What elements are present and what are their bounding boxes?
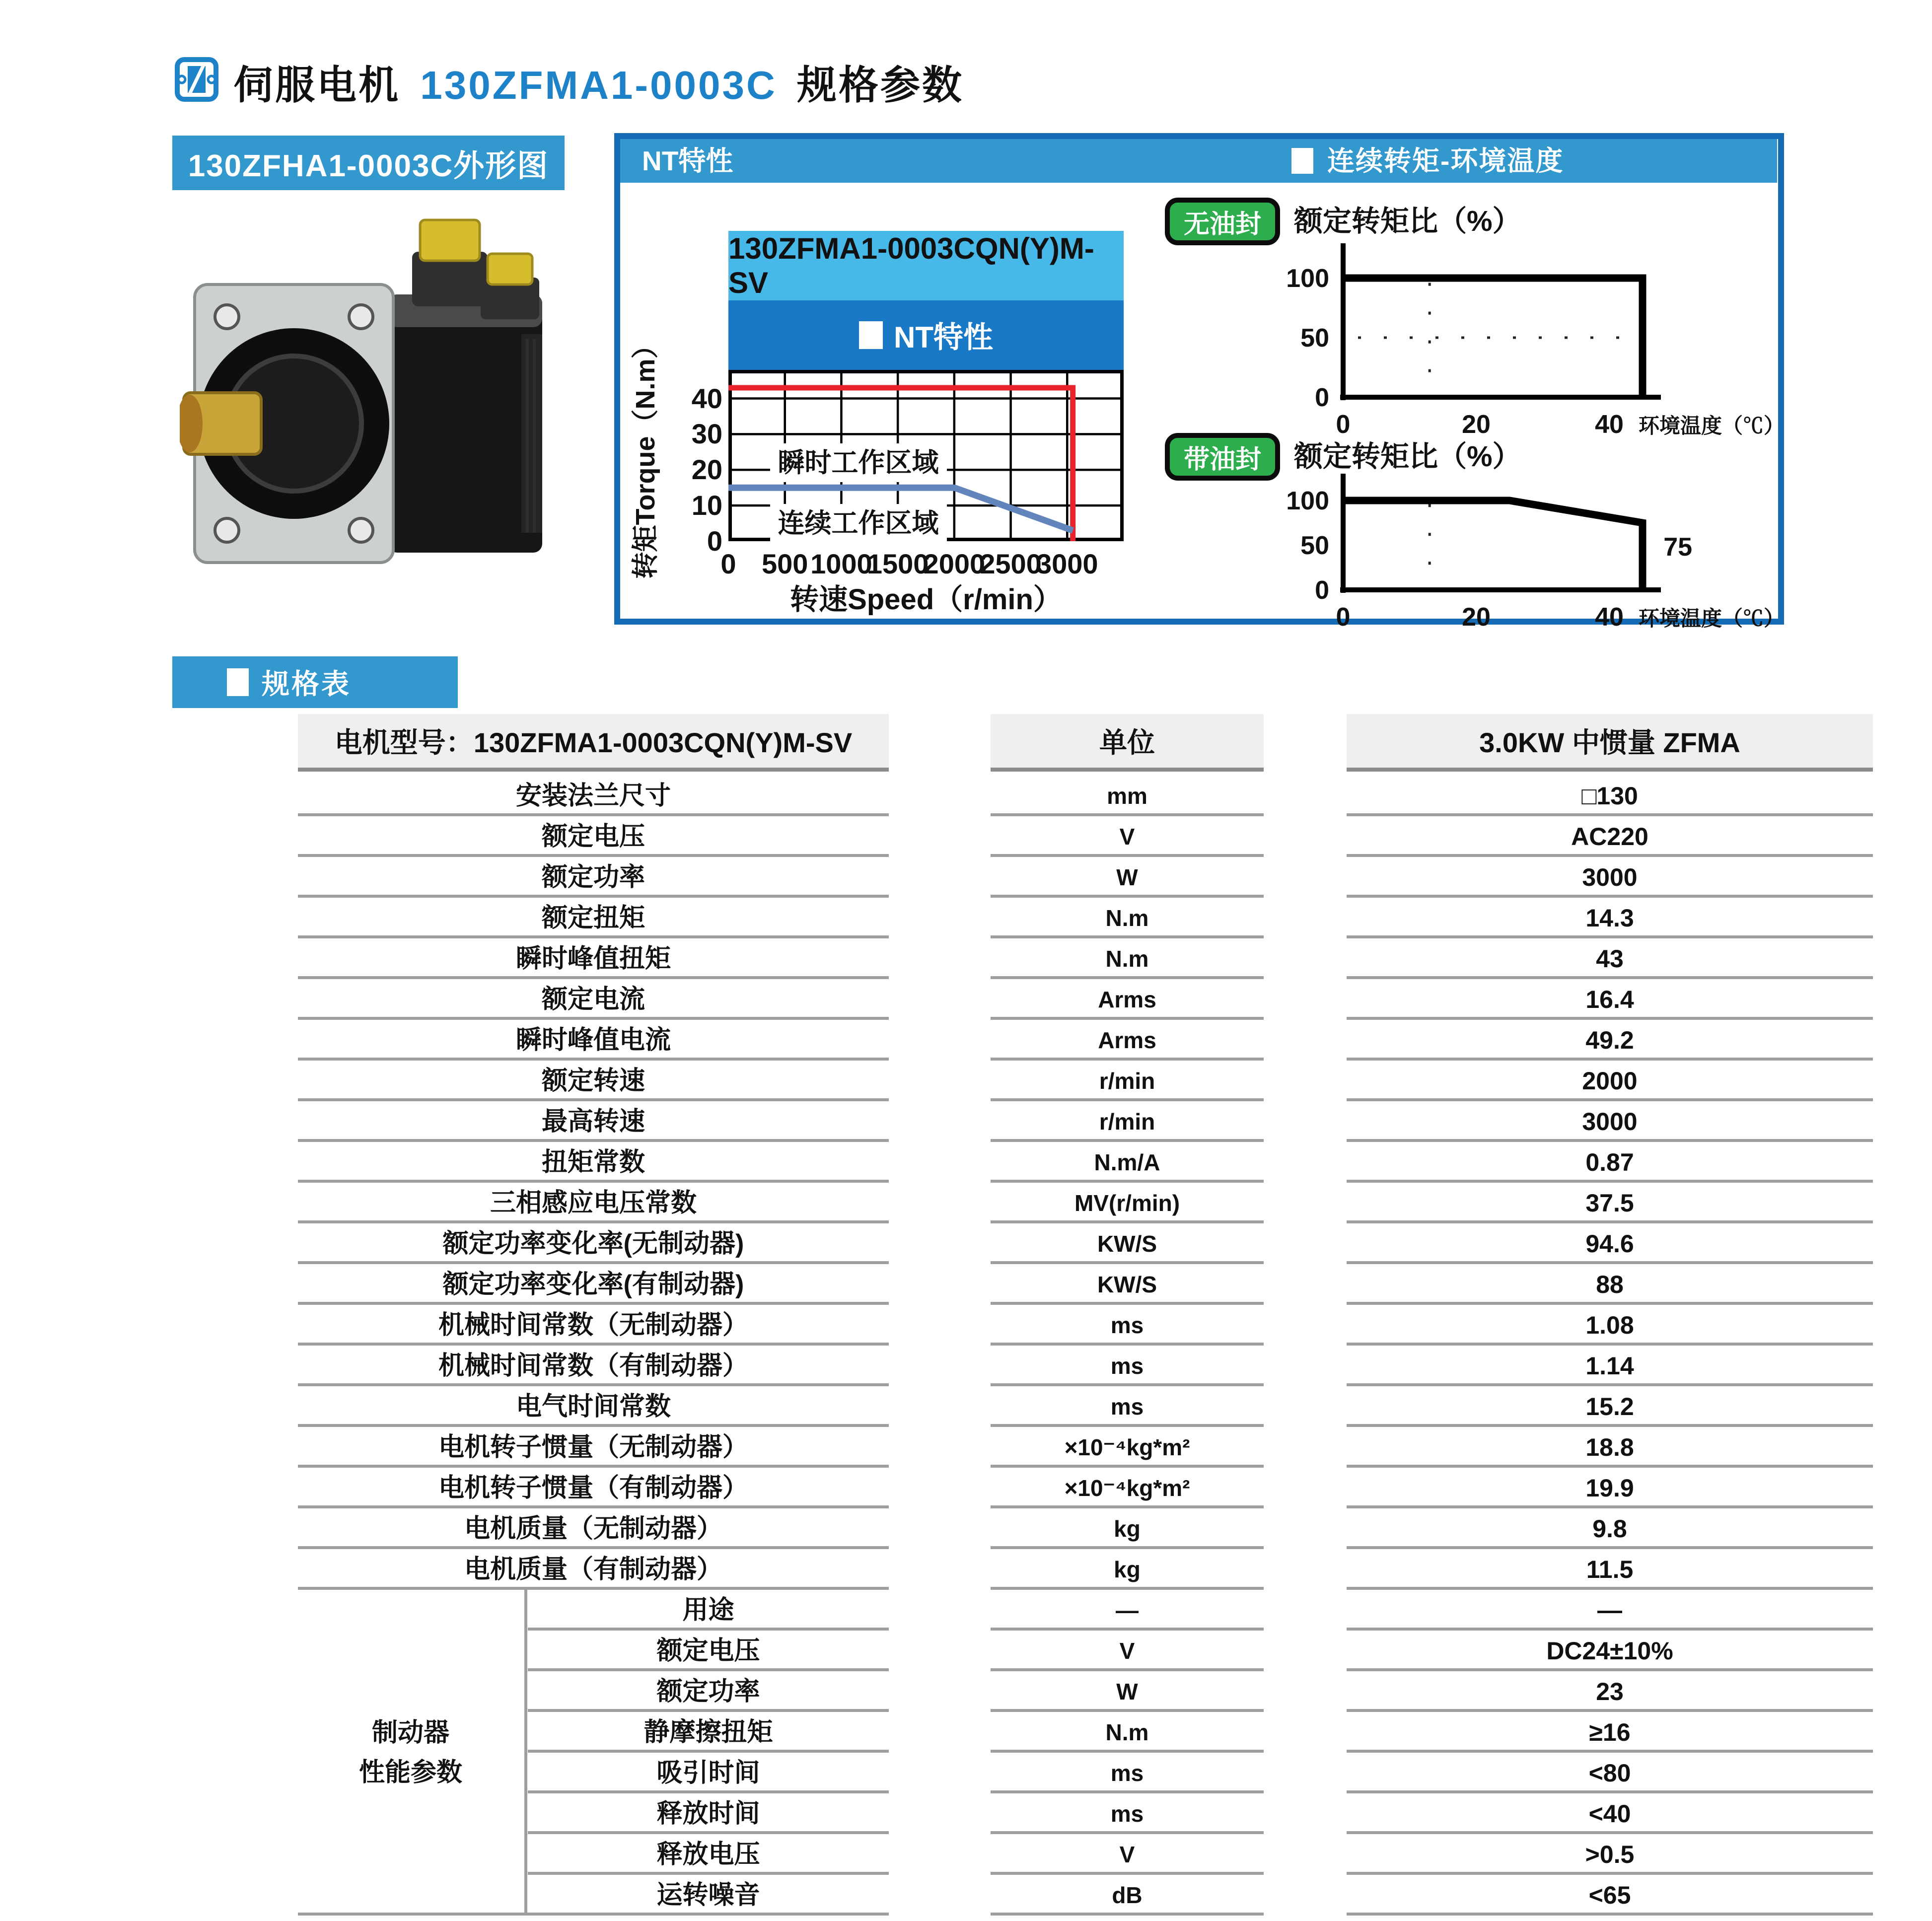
svg-text:0: 0 <box>1315 383 1329 412</box>
nt-region-label: 瞬时工作区域 <box>770 443 947 482</box>
spec-row-unit: ×10⁻⁴kg*m² <box>1064 1434 1190 1460</box>
spec-row-unit: r/min <box>1099 1109 1155 1135</box>
spec-row-unit: N.m <box>1105 905 1149 931</box>
spec-row-value: 16.4 <box>1585 986 1634 1013</box>
servo-motor-photo <box>180 210 562 617</box>
spec-row-unit: W <box>1116 864 1138 890</box>
spec-row-value: 2000 <box>1582 1067 1638 1095</box>
spec-row-value: 0.87 <box>1585 1148 1634 1176</box>
table-header-spec: 3.0KW 中惯量 ZFMA <box>1347 714 1873 772</box>
spec-row-unit: ms <box>1110 1760 1144 1786</box>
spec-row-label: 安装法兰尺寸 <box>515 782 671 810</box>
spec-row-value: <80 <box>1588 1759 1631 1787</box>
page-title-prefix: 伺服电机 <box>233 63 400 107</box>
spec-row-unit: dB <box>1112 1882 1143 1908</box>
spec-row-value: 14.3 <box>1585 904 1634 932</box>
spec-row-unit: mm <box>1107 783 1147 809</box>
svg-text:环境温度（℃）: 环境温度（℃） <box>1639 607 1785 630</box>
spec-row-label: 额定功率变化率(无制动器) <box>442 1229 744 1258</box>
spec-row-label: 吸引时间 <box>656 1759 760 1787</box>
spec-row-value: 11.5 <box>1586 1556 1634 1583</box>
spec-row-unit: ms <box>1110 1801 1144 1827</box>
spec-row-label: 扭矩常数 <box>541 1148 645 1177</box>
with-oil-seal-badge: 带油封 <box>1165 433 1280 481</box>
with-oil-seal-chart <box>1286 469 1785 632</box>
spec-row-unit: V <box>1119 824 1135 850</box>
svg-text:0: 0 <box>1336 410 1351 439</box>
spec-row-unit: V <box>1119 1638 1135 1664</box>
spec-row-value: 37.5 <box>1585 1189 1634 1217</box>
spec-row-value: 15.2 <box>1585 1393 1634 1421</box>
white-square-icon <box>1291 148 1313 174</box>
spec-row-label: 瞬时峰值电流 <box>515 1026 671 1055</box>
nt-x-tick: 3000 <box>1036 548 1098 579</box>
nt-y-tick: 40 <box>691 382 722 414</box>
spec-row-label: 额定功率 <box>656 1677 760 1706</box>
spec-row-label: 额定扭矩 <box>541 904 645 932</box>
torque-temp-section-label: 连续转矩-环境温度 <box>1327 145 1564 176</box>
spec-row-label: 电机转子惯量（无制动器） <box>438 1433 748 1462</box>
page-title <box>233 56 964 115</box>
page-title-model: 130ZFMA1-0003C <box>420 63 777 107</box>
svg-text:100: 100 <box>1286 264 1329 293</box>
spec-row-value: 3000 <box>1582 863 1638 891</box>
spec-row-unit: ×10⁻⁴kg*m² <box>1064 1475 1190 1501</box>
spec-table-badge-text: 规格表 <box>262 668 351 700</box>
spec-row-label: 瞬时峰值扭矩 <box>515 944 671 973</box>
spec-row-value: 1.14 <box>1585 1352 1634 1380</box>
spec-row-label: 电机质量（有制动器） <box>464 1555 722 1584</box>
spec-row-value: 9.8 <box>1592 1515 1627 1543</box>
spec-row-label: 静摩擦扭矩 <box>644 1718 773 1747</box>
spec-row-value: DC24±10% <box>1546 1637 1673 1665</box>
spec-row-value: 23 <box>1596 1678 1624 1706</box>
spec-row-value: 18.8 <box>1585 1433 1634 1461</box>
spec-row-unit: ms <box>1110 1353 1144 1379</box>
table-header-model: 电机型号：130ZFMA1-0003CQN(Y)M-SV <box>298 714 889 772</box>
spec-row-value: □130 <box>1581 782 1638 810</box>
nt-y-tick: 30 <box>691 418 722 450</box>
nt-region-label: 连续工作区域 <box>770 504 947 543</box>
spec-row-label: 用途 <box>682 1596 734 1625</box>
spec-row-value: 43 <box>1596 945 1624 973</box>
brake-group-label: 制动器 性能参数 <box>358 1718 462 1787</box>
spec-row-value: <65 <box>1588 1881 1631 1909</box>
spec-row-label: 电机转子惯量（有制动器） <box>438 1474 748 1502</box>
spec-row-unit: N.m <box>1105 946 1149 972</box>
spec-row-value: ≥16 <box>1589 1718 1631 1746</box>
spec-row-unit: N.m <box>1105 1719 1149 1745</box>
spec-row-unit: r/min <box>1099 1068 1155 1094</box>
spec-row-value: — <box>1597 1596 1622 1624</box>
page-title-suffix: 规格参数 <box>796 63 964 107</box>
svg-text:40: 40 <box>1595 410 1624 439</box>
spec-row-label: 额定电压 <box>541 822 645 851</box>
nt-x-tick: 0 <box>720 548 736 579</box>
spec-row-value: 49.2 <box>1585 1026 1634 1054</box>
spec-row-label: 额定转速 <box>541 1067 645 1095</box>
spec-row-label: 释放时间 <box>656 1799 760 1828</box>
spec-row-value: <40 <box>1588 1800 1631 1828</box>
motor-photo-area <box>172 190 565 623</box>
nt-x-tick: 2500 <box>980 548 1042 579</box>
spec-row-unit: ms <box>1110 1312 1144 1338</box>
spec-row-unit: ms <box>1110 1394 1144 1420</box>
spec-row-unit: V <box>1119 1842 1135 1867</box>
svg-text:环境温度（℃）: 环境温度（℃） <box>1639 414 1785 437</box>
nt-chart-subtitle <box>728 300 1124 370</box>
spec-row-label: 运转噪音 <box>656 1881 760 1910</box>
spec-row-value: 19.9 <box>1585 1474 1634 1502</box>
white-square-icon <box>227 668 249 696</box>
table-header-unit: 单位 <box>991 714 1264 772</box>
nt-x-axis-title: 转速Speed（r/min） <box>790 583 1062 616</box>
nt-chart-subtitle-text: NT特性 <box>894 321 993 354</box>
spec-row-value: 88 <box>1596 1271 1624 1298</box>
spec-row-unit: MV(r/min) <box>1074 1190 1180 1216</box>
svg-text:50: 50 <box>1300 531 1329 560</box>
no-oil-seal-badge: 无油封 <box>1165 198 1280 245</box>
spec-row-label: 最高转速 <box>541 1107 645 1136</box>
spec-row-unit: Arms <box>1098 1027 1156 1053</box>
nt-x-tick: 1000 <box>810 548 872 579</box>
spec-row-value: 3000 <box>1582 1108 1638 1136</box>
nt-y-tick: 0 <box>707 525 722 557</box>
nt-y-tick: 20 <box>691 454 722 486</box>
spec-row-value: AC220 <box>1571 823 1648 851</box>
svg-text:40: 40 <box>1595 603 1624 632</box>
spec-row-label: 三相感应电压常数 <box>490 1189 697 1217</box>
spec-row-unit: N.m/A <box>1094 1149 1160 1175</box>
spec-row-unit: KW/S <box>1097 1272 1157 1297</box>
spec-row-label: 额定电流 <box>541 985 645 1014</box>
svg-text:20: 20 <box>1462 603 1491 632</box>
spec-row-label: 额定功率变化率(有制动器) <box>442 1270 744 1299</box>
spec-row-unit: kg <box>1114 1516 1141 1542</box>
servo-logo-icon <box>175 57 218 102</box>
nt-x-tick: 1500 <box>866 548 929 579</box>
spec-row-unit: — <box>1116 1597 1139 1623</box>
svg-text:100: 100 <box>1286 487 1329 515</box>
spec-row-label: 电机质量（无制动器） <box>464 1514 722 1543</box>
spec-row-value: >0.5 <box>1585 1841 1635 1868</box>
nt-y-axis-title: 转矩Torque（N.m） <box>631 332 660 579</box>
spec-row-label: 额定电压 <box>656 1636 760 1665</box>
spec-row-label: 机械时间常数（有制动器） <box>438 1352 748 1380</box>
nt-y-tick: 10 <box>691 490 722 521</box>
outline-panel-header: 130ZFHA1-0003C外形图 <box>172 136 565 190</box>
brake-group-divider <box>524 1590 527 1916</box>
spec-row-label: 机械时间常数（无制动器） <box>438 1311 748 1340</box>
with-oil-seal-ratio-label: 额定转矩比（%） <box>1294 440 1521 473</box>
nt-x-tick: 2000 <box>923 548 986 579</box>
spec-row-value: 1.08 <box>1585 1311 1634 1339</box>
spec-row-unit: Arms <box>1098 987 1156 1012</box>
no-oil-seal-chart <box>1286 233 1785 447</box>
no-oil-seal-ratio-label: 额定转矩比（%） <box>1294 205 1521 237</box>
nt-chart-model-title: 130ZFMA1-0003CQN(Y)M-SV <box>728 231 1124 300</box>
table-row-divider <box>991 1913 1264 1916</box>
svg-text:20: 20 <box>1462 410 1491 439</box>
spec-row-unit: kg <box>1114 1557 1141 1582</box>
spec-row-value: 94.6 <box>1585 1230 1634 1258</box>
nt-panel-header-bar <box>620 139 1777 183</box>
spec-row-label: 释放电压 <box>656 1840 760 1869</box>
nt-section-label: NT特性 <box>642 145 733 176</box>
table-row-divider <box>1347 1913 1873 1916</box>
spec-row-label: 电气时间常数 <box>515 1392 671 1421</box>
svg-text:0: 0 <box>1336 603 1351 632</box>
spec-table-badge <box>172 656 458 708</box>
white-square-icon <box>859 321 883 349</box>
svg-text:0: 0 <box>1315 576 1329 605</box>
spec-row-label: 额定功率 <box>541 863 645 892</box>
spec-row-unit: W <box>1116 1679 1138 1705</box>
spec-row-unit: KW/S <box>1097 1231 1157 1257</box>
nt-x-tick: 500 <box>761 548 808 579</box>
svg-text:50: 50 <box>1300 324 1329 353</box>
svg-text:75: 75 <box>1663 533 1693 562</box>
